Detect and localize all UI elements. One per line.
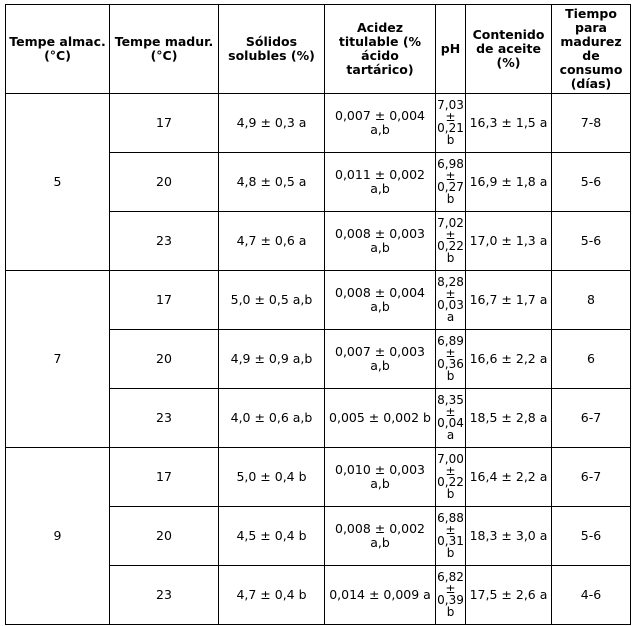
madur-cell: 20 [110, 507, 219, 566]
solidos-cell: 4,0 ± 0,6 a,b [219, 389, 325, 448]
ph-cell: 7,02 ± 0,22 b [436, 212, 466, 271]
acidez-cell: 0,007 ± 0,004 a,b [325, 94, 436, 153]
header-row [6, 5, 631, 94]
madur-cell: 23 [110, 389, 219, 448]
acidez-cell: 0,008 ± 0,003 a,b [325, 212, 436, 271]
ph-cell: 6,88 ± 0,31 b [436, 507, 466, 566]
header-acidez-titulable: Acidez titulable (% ácido tartárico) [325, 5, 436, 94]
acidez-cell: 0,008 ± 0,004 a,b [325, 271, 436, 330]
solidos-cell: 4,7 ± 0,6 a [219, 212, 325, 271]
tiempo-cell: 7-8 [552, 94, 631, 153]
aceite-cell: 17,5 ± 2,6 a [466, 566, 552, 625]
header-solidos-solubles: Sólidos solubles (%) [219, 5, 325, 94]
tiempo-cell: 6-7 [552, 389, 631, 448]
tiempo-cell: 6-7 [552, 448, 631, 507]
aceite-cell: 16,4 ± 2,2 a [466, 448, 552, 507]
tiempo-cell: 6 [552, 330, 631, 389]
ph-cell: 7,03 ± 0,21 b [436, 94, 466, 153]
almac-cell: 5 [6, 94, 110, 271]
ph-cell: 6,98 ± 0,27 b [436, 153, 466, 212]
aceite-cell: 18,3 ± 3,0 a [466, 507, 552, 566]
acidez-cell: 0,011 ± 0,002 a,b [325, 153, 436, 212]
header-contenido-aceite: Contenido de aceite (%) [466, 5, 552, 94]
ph-cell: 8,35 ± 0,04 a [436, 389, 466, 448]
acidez-cell: 0,014 ± 0,009 a [325, 566, 436, 625]
header-tempe-madur: Tempe madur. (°C) [110, 5, 219, 94]
madur-cell: 23 [110, 566, 219, 625]
header-tiempo-madurez: Tiempo para madurez de consumo (días) [552, 5, 631, 94]
results-table [5, 4, 631, 625]
table-row [6, 448, 631, 507]
header-ph: pH [436, 5, 466, 94]
madur-cell: 20 [110, 330, 219, 389]
ph-cell: 6,82 ± 0,39 b [436, 566, 466, 625]
madur-cell: 17 [110, 448, 219, 507]
solidos-cell: 4,9 ± 0,3 a [219, 94, 325, 153]
aceite-cell: 18,5 ± 2,8 a [466, 389, 552, 448]
aceite-cell: 17,0 ± 1,3 a [466, 212, 552, 271]
solidos-cell: 4,7 ± 0,4 b [219, 566, 325, 625]
madur-cell: 23 [110, 212, 219, 271]
header-tempe-almac: Tempe almac. (°C) [6, 5, 110, 94]
solidos-cell: 4,5 ± 0,4 b [219, 507, 325, 566]
solidos-cell: 5,0 ± 0,5 a,b [219, 271, 325, 330]
tiempo-cell: 8 [552, 271, 631, 330]
madur-cell: 20 [110, 153, 219, 212]
madur-cell: 17 [110, 271, 219, 330]
madur-cell: 17 [110, 94, 219, 153]
aceite-cell: 16,6 ± 2,2 a [466, 330, 552, 389]
tiempo-cell: 5-6 [552, 212, 631, 271]
tiempo-cell: 4-6 [552, 566, 631, 625]
solidos-cell: 5,0 ± 0,4 b [219, 448, 325, 507]
ph-cell: 8,28 ± 0,03 a [436, 271, 466, 330]
aceite-cell: 16,9 ± 1,8 a [466, 153, 552, 212]
solidos-cell: 4,9 ± 0,9 a,b [219, 330, 325, 389]
almac-cell: 7 [6, 271, 110, 448]
acidez-cell: 0,010 ± 0,003 a,b [325, 448, 436, 507]
almac-cell: 9 [6, 448, 110, 625]
tiempo-cell: 5-6 [552, 507, 631, 566]
table-row [6, 94, 631, 153]
acidez-cell: 0,007 ± 0,003 a,b [325, 330, 436, 389]
acidez-cell: 0,005 ± 0,002 b [325, 389, 436, 448]
table-row [6, 271, 631, 330]
aceite-cell: 16,3 ± 1,5 a [466, 94, 552, 153]
aceite-cell: 16,7 ± 1,7 a [466, 271, 552, 330]
ph-cell: 7,00 ± 0,22 b [436, 448, 466, 507]
tiempo-cell: 5-6 [552, 153, 631, 212]
ph-cell: 6,89 ± 0,36 b [436, 330, 466, 389]
acidez-cell: 0,008 ± 0,002 a,b [325, 507, 436, 566]
solidos-cell: 4,8 ± 0,5 a [219, 153, 325, 212]
